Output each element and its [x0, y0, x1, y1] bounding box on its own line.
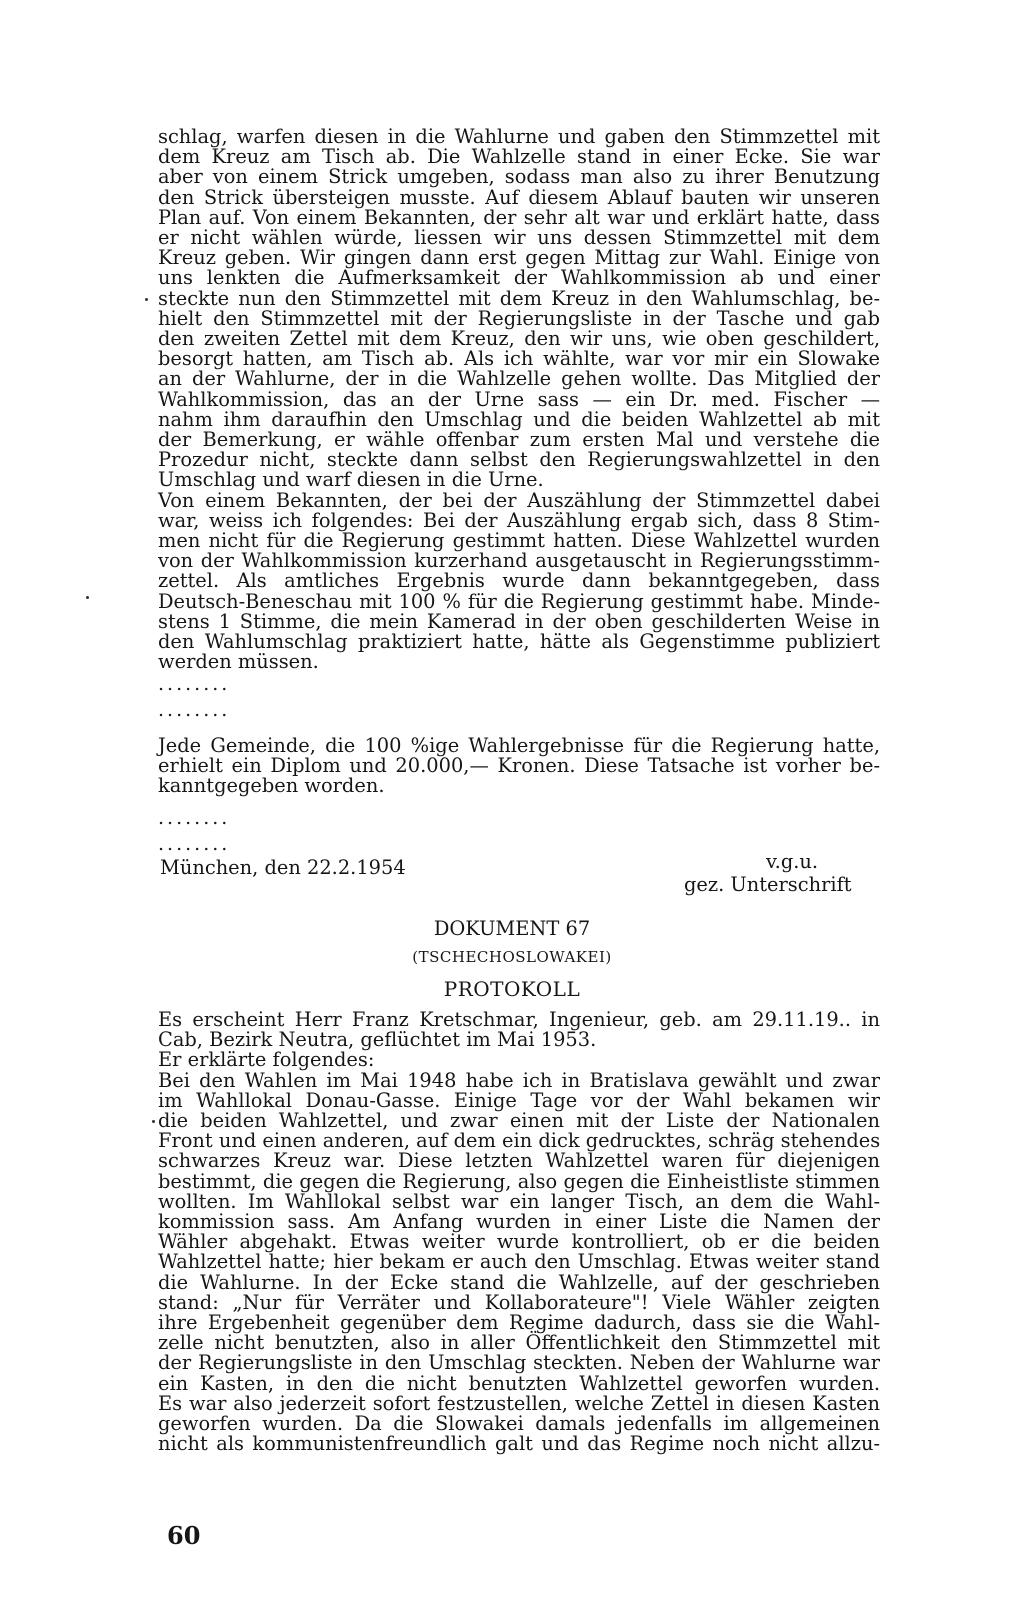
- text-line: Jede Gemeinde, die 100 %ige Wahlergebnisse für die Regierung hatte,: [158, 734, 880, 757]
- signature-abbreviation: v.g.u.: [766, 850, 819, 873]
- text-line: die beiden Wahlzettel, und zwar einen mit der Liste der Nationalen: [158, 1109, 880, 1133]
- text-line: geworfen wurden. Da die Slowakei damals jedenfalls im allgemeinen: [158, 1412, 880, 1436]
- text-line: aber von einem Strick umgeben, sodass man also zu ihrer Benutzung: [158, 165, 880, 189]
- text-line: ihre Ergebenheit gegenüber dem Regime dadurch, dass sie die Wahl-: [158, 1311, 880, 1335]
- text-line: erhielt ein Diplom und 20.000,— Kronen. Diese Tatsache ist vorher be-: [158, 754, 880, 778]
- omission-marker: ........: [158, 833, 231, 855]
- text-line: Cab, Bezirk Neutra, geflüchtet im Mai 1953.: [158, 1028, 597, 1052]
- text-line: den zweiten Zettel mit dem Kreuz, den wir uns, wie oben geschildert,: [158, 327, 880, 351]
- text-line: von der Wahlkommission kurzerhand ausgetauscht in Regierungsstimm-: [158, 549, 880, 573]
- text-line: Front und einen anderen, auf dem ein dick gedrucktes, schräg stehendes: [158, 1129, 881, 1153]
- text-line: ein Kasten, in den die nicht benutzten Wahlzettel geworfen wurden.: [158, 1371, 880, 1395]
- text-line: Von einem Bekannten, der bei der Auszählung der Stimmzettel dabei: [158, 488, 880, 512]
- text-line: kommission sass. Am Anfang wurden in einer Liste die Namen der: [158, 1210, 880, 1234]
- text-line: Bei den Wahlen im Mai 1948 habe ich in Bratislava gewählt und zwar: [158, 1068, 880, 1092]
- text-line: Wahlkommission, das an der Urne sass — ein Dr. med. Fischer —: [158, 387, 880, 411]
- text-line: nicht als kommunistenfreundlich galt und das Regime noch nicht allzu-: [158, 1432, 880, 1456]
- place-and-date: München, den 22.2.1954: [160, 856, 406, 879]
- text-line: steckte nun den Stimmzettel mit dem Kreuz in den Wahlumschlag, be-: [158, 286, 880, 310]
- paragraph-diploma-note: [158, 736, 880, 797]
- text-line: schlag, warfen diesen in die Wahlurne und gaben den Stimmzettel mit: [158, 125, 880, 148]
- paragraph-protocol: [158, 1010, 880, 1454]
- omission-marker: ........: [158, 699, 231, 721]
- text-line: besorgt hatten, am Tisch ab. Als ich wählte, war vor mir ein Slowake: [158, 347, 880, 371]
- print-speck: [152, 1120, 155, 1123]
- text-line: Es erscheint Herr Franz Kretschmar, Ingenieur, geb. am 29.11.19.. in: [158, 1008, 880, 1031]
- text-line: men nicht für die Regierung gestimmt hatten. Diese Wahlzettel wurden: [158, 529, 880, 553]
- text-line: dem Kreuz am Tisch ab. Die Wahlzelle stand in einer Ecke. Sie war: [158, 145, 880, 169]
- text-line: uns lenkten die Aufmerksamkeit der Wahlkommission ab und einer: [158, 266, 880, 290]
- text-line: den Wahlumschlag praktiziert hatte, hätte als Gegenstimme publiziert: [158, 630, 880, 654]
- text-line: der Regierungsliste in den Umschlag steckten. Neben der Wahlurne war: [158, 1351, 880, 1375]
- text-line: hielt den Stimmzettel mit der Regierungsliste in der Tasche und gab: [158, 306, 880, 330]
- document-title: PROTOKOLL: [443, 977, 581, 1001]
- text-line: im Wahllokal Donau-Gasse. Einige Tage vor der Wahl bekamen wir: [158, 1088, 880, 1112]
- text-line: Deutsch-Beneschau mit 100 % für die Regierung gestimmt habe. Minde-: [158, 589, 880, 613]
- text-line: Wahlzettel hatte; hier bekam er auch den Umschlag. Etwas weiter stand: [158, 1250, 880, 1274]
- signature-line: gez. Unterschrift: [684, 873, 852, 896]
- text-line: bestimmt, die gegen die Regierung, also gegen die Einheistliste stimmen: [158, 1169, 880, 1193]
- print-speck: [145, 298, 148, 301]
- text-line: der Bemerkung, er wähle offenbar zum ersten Mal und verstehe die: [158, 428, 880, 452]
- document-country: (TSCHECHOSLOWAKEI): [412, 948, 612, 966]
- text-line: Wähler abgehakt. Etwas weiter wurde kontrolliert, ob er die beiden: [158, 1230, 880, 1254]
- text-line: zelle nicht benutzten, also in aller Öffentlichkeit den Stimmzettel mit: [158, 1331, 880, 1355]
- text-line: nahm ihm daraufhin den Umschlag und die beiden Wahlzettel ab mit: [158, 407, 880, 431]
- omission-marker: ........: [158, 673, 231, 695]
- text-line: Kreuz geben. Wir gingen dann erst gegen Mittag zur Wahl. Einige von: [158, 246, 880, 270]
- paragraph-testimony-continued: [158, 127, 880, 672]
- text-line: den Strick übersteigen musste. Auf diesem Ablauf bauten wir unseren: [158, 185, 880, 209]
- text-line: war, weiss ich folgendes: Bei der Auszählung ergab sich, dass 8 Stim-: [158, 508, 880, 532]
- text-line: stens 1 Stimme, die mein Kamerad in der oben geschilderten Weise in: [158, 609, 880, 633]
- text-line: die Wahlurne. In der Ecke stand die Wahlzelle, auf der geschrieben: [158, 1270, 880, 1294]
- text-line: Umschlag und warf diesen in die Urne.: [158, 468, 544, 492]
- text-line: Es war also jederzeit sofort festzustellen, welche Zettel in diesen Kasten: [158, 1391, 880, 1415]
- text-line: Prozedur nicht, steckte dann selbst den Regierungswahlzettel in den: [158, 448, 880, 472]
- omission-marker: ........: [158, 807, 231, 829]
- text-line: schwarzes Kreuz war. Diese letzten Wahlzettel waren für diejenigen: [158, 1149, 880, 1173]
- page-number: 60: [167, 1521, 201, 1550]
- text-line: Er erklärte folgendes:: [158, 1048, 375, 1072]
- text-line: zettel. Als amtliches Ergebnis wurde dann bekanntgegeben, dass: [158, 569, 880, 593]
- text-line: an der Wahlurne, der in die Wahlzelle gehen wollte. Das Mitglied der: [158, 367, 880, 391]
- text-line: wollten. Im Wahllokal selbst war ein langer Tisch, an dem die Wahl-: [158, 1189, 880, 1213]
- text-line: er nicht wählen würde, liessen wir uns dessen Stimmzettel mit dem: [158, 226, 880, 250]
- print-speck: [86, 596, 89, 599]
- text-line: Plan auf. Von einem Bekannten, der sehr alt war und erklärt hatte, dass: [158, 205, 880, 229]
- text-line: stand: „Nur für Verräter und Kollaborateure"! Viele Wähler zeigten: [158, 1290, 880, 1314]
- text-line: werden müssen.: [158, 650, 319, 674]
- text-line: kanntgegeben worden.: [158, 774, 385, 798]
- document-heading: DOKUMENT 67: [433, 917, 591, 940]
